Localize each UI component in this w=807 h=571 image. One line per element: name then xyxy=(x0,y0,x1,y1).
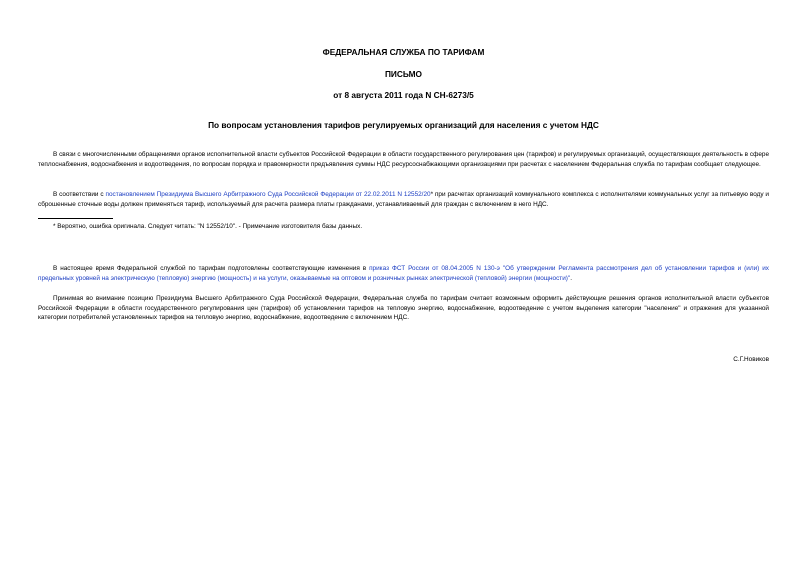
paragraph-3-text-before: В настоящее время Федеральной службой по тарифам подготовлены соответствующие изменения в xyxy=(53,265,370,272)
footnote: * Вероятно, ошибка оригинала. Следует читать: "N 12552/10". - Примечание изготовителя базы данных. xyxy=(53,223,363,230)
paragraph-2 xyxy=(38,190,769,209)
resolution-link[interactable]: постановлением Президиума Высшего Арбитражного Суда Российской Федерации от 22.02.2011 N 12552/20 xyxy=(105,191,431,198)
document-type: ПИСЬМО xyxy=(384,69,423,79)
footnote-divider xyxy=(38,218,113,219)
agency-heading: ФЕДЕРАЛЬНАЯ СЛУЖБА ПО ТАРИФАМ xyxy=(322,47,485,57)
document-date-number: от 8 августа 2011 года N СН-6273/5 xyxy=(333,90,474,100)
document-subject: По вопросам установления тарифов регулируемых организаций для населения с учетом НДС xyxy=(208,120,599,130)
paragraph-2-text-after: * при расчетах организаций коммунального комплекса с исполнителями коммунальных услуг за питьевую воду и сброшенные сточные воды должен применяться тариф, используемый для расчета размера платы гражданами, устанавливаемый для граждан с включением в него НДС. xyxy=(38,191,770,208)
paragraph-3 xyxy=(38,264,769,283)
signature: С.Г.Новиков xyxy=(733,356,769,363)
paragraph-3-text-after: . xyxy=(570,274,572,282)
paragraph-2-text-before: В соответствии с xyxy=(53,191,106,198)
order-link[interactable]: приказ ФСТ России от 08.04.2005 N 130-э "Об утверждении Регламента рассмотрения дел об установлении тарифов и (или) их предельных уровней на электрическую (тепловую) энергию (мощность) и на услуги, оказываемые на оптовом и розничных рынках электрической (тепловой) энергии (мощности)" xyxy=(38,265,769,282)
paragraph-1: В связи с многочисленными обращениями органов исполнительной власти субъектов Российской Федерации в области государственного регулирования цен (тарифов) и регулируемых организаций, осуществляющих деятельность в сфере теплоснабжения, водоснабжения и водоотведения, по вопросам порядка и правомерности предъявления суммы НДС ресурсоснабжающими организациями при расчетах с населением Федеральная служба по тарифам сообщает следующее. xyxy=(38,151,769,168)
paragraph-4: Принимая во внимание позицию Президиума Высшего Арбитражного Суда Российской Федерации, Федеральная служба по тарифам считает возможным оформить действующие решения органов исполнительной власти субъектов Российской Федерации в области государственного регулирования цен (тарифов) об установлении тарифов на тепловую энергию, водоснабжение, водоотведение с учетом выделения категории "население" и отражения для указанной категории потребителей установленных тарифов на тепловую энергию, водоснабжение, водоотведение с включением НДС. xyxy=(38,295,769,322)
